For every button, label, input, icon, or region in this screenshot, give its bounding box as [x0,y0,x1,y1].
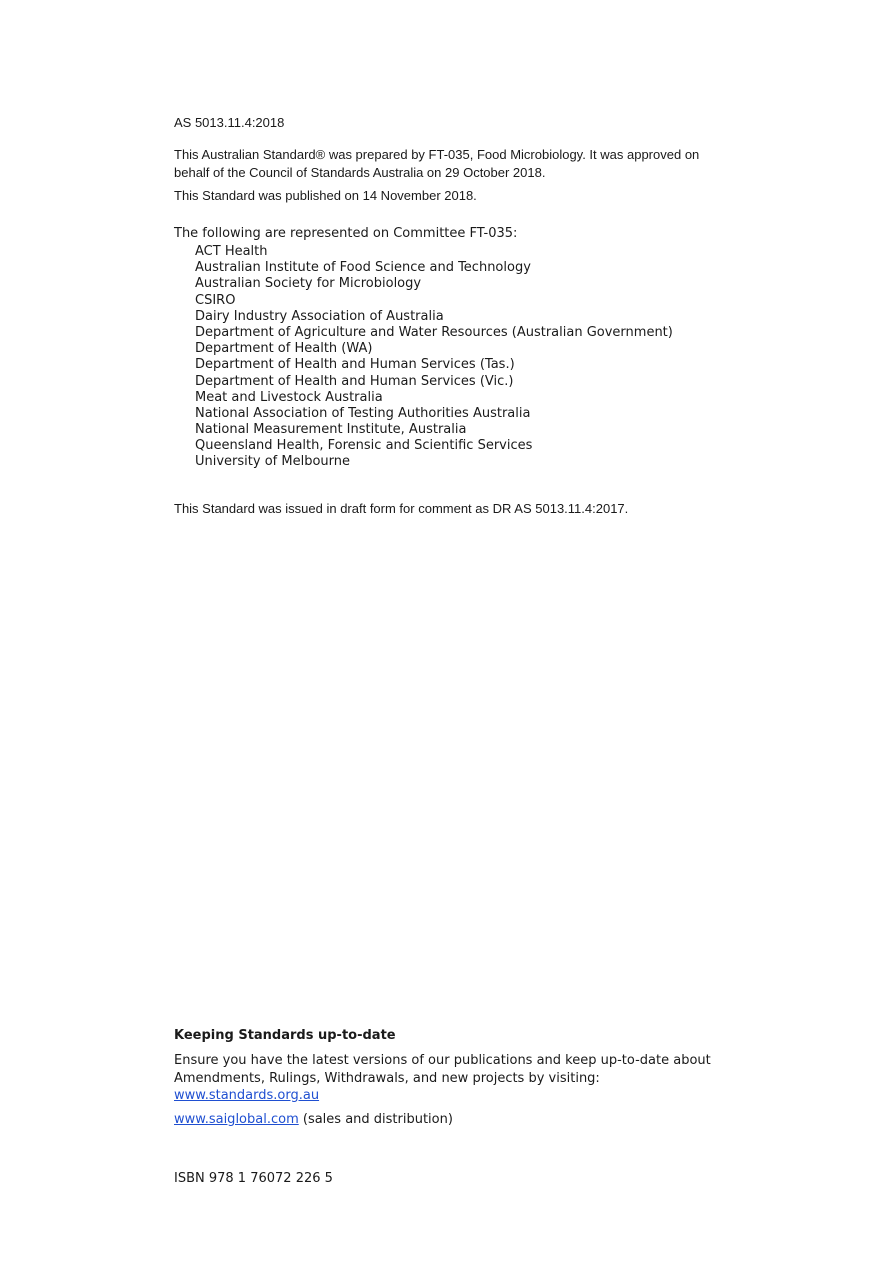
committee-member: Australian Institute of Food Science and Technology [195,260,531,276]
saiglobal-website-link[interactable]: www.saiglobal.com [174,1112,299,1127]
preparation-statement: This Australian Standard® was prepared by FT-035, Food Microbiology. It was approved on behalf of the Council of Standards Australia on 29 October 2018. [174,147,700,180]
publication-date-statement: This Standard was published on 14 November 2018. [174,188,477,203]
committee-member: Queensland Health, Forensic and Scientific Services [195,438,533,454]
committee-member: Department of Health (WA) [195,341,373,357]
saiglobal-link-line [174,1112,453,1127]
keeping-up-to-date-heading: Keeping Standards up-to-date [174,1028,396,1043]
keeping-up-to-date-text: Ensure you have the latest versions of our publications and keep up-to-date about Amendments, Rulings, Withdrawals, and new projects by visiting: [174,1053,711,1086]
committee-intro: The following are represented on Committee FT-035: [174,226,518,241]
standard-number: AS 5013.11.4:2018 [174,115,285,130]
committee-member: ACT Health [195,244,268,259]
standards-link-line [174,1088,319,1103]
committee-member: Department of Agriculture and Water Resources (Australian Government) [195,324,673,340]
isbn: ISBN 978 1 76072 226 5 [174,1171,333,1186]
committee-member: University of Melbourne [195,454,350,470]
committee-member-list [195,244,673,471]
committee-member: National Measurement Institute, Australia [195,422,467,438]
draft-note: This Standard was issued in draft form for comment as DR AS 5013.11.4:2017. [174,501,629,516]
committee-member: Dairy Industry Association of Australia [195,308,444,324]
committee-member: National Association of Testing Authorities Australia [195,405,531,421]
committee-member: Australian Society for Microbiology [195,276,422,292]
committee-member: CSIRO [195,292,236,308]
standards-website-link[interactable]: www.standards.org.au [174,1088,320,1103]
sales-distribution-note: (sales and distribution) [298,1112,453,1127]
committee-member: Department of Health and Human Services (Tas.) [195,357,515,373]
committee-member: Department of Health and Human Services (Vic.) [195,373,514,389]
committee-member: Meat and Livestock Australia [195,389,383,405]
